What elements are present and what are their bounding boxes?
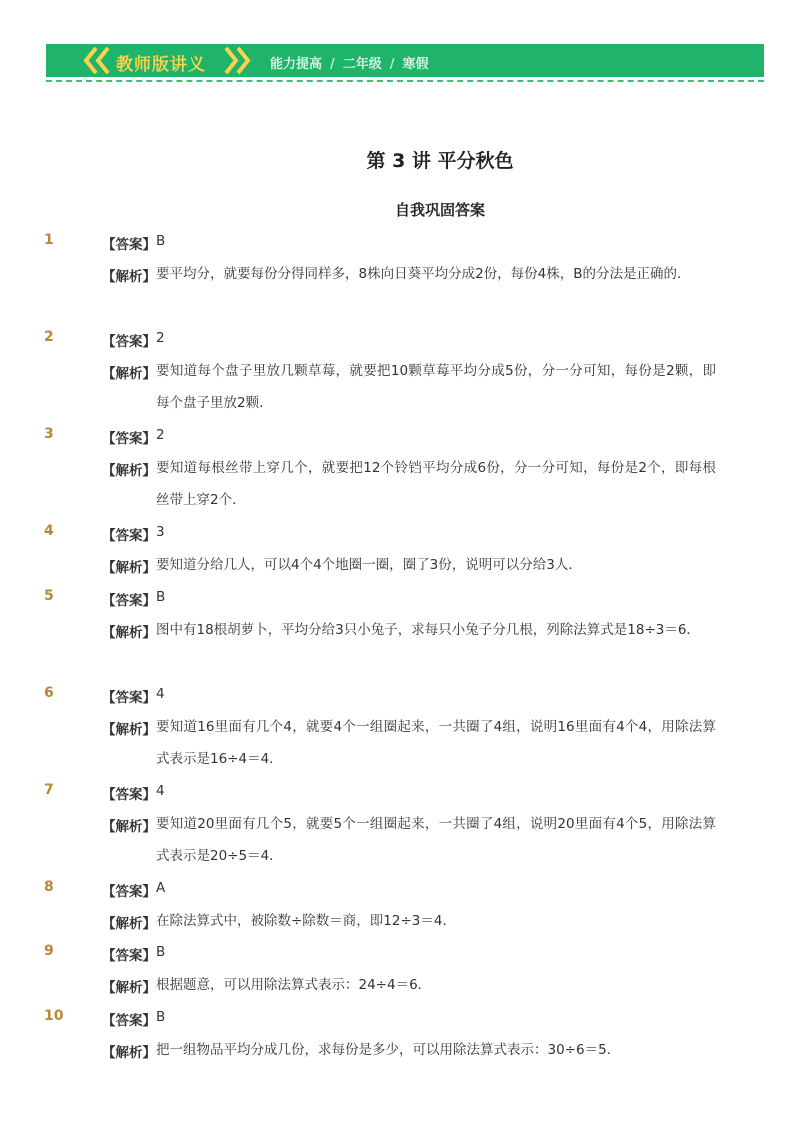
analysis-label: 【解析】	[102, 269, 156, 285]
answer-value: B	[156, 1009, 166, 1025]
answer-label: 【答案】	[102, 690, 156, 706]
header-banner	[46, 44, 764, 77]
analysis-text: 要知道分给几人，可以4个4个地圈一圈，圈了3份，说明可以分给3人．	[156, 557, 582, 573]
question-number: 3	[44, 426, 54, 442]
answer-label: 【答案】	[102, 431, 156, 447]
section-subtitle: 自我巩固答案	[394, 201, 485, 219]
answer-value: 2	[156, 330, 165, 346]
question-number: 1	[44, 232, 54, 248]
analysis-label: 【解析】	[102, 560, 156, 576]
answer-label: 【答案】	[102, 334, 156, 350]
analysis-label: 【解析】	[102, 1045, 156, 1061]
answer-label: 【答案】	[102, 884, 156, 900]
answer-label: 【答案】	[102, 593, 156, 609]
analysis-text: 图中有18根胡萝卜，平均分给3只小兔子，求每只小兔子分几根，列除法算式是18÷3＝6．	[156, 622, 700, 638]
analysis-label: 【解析】	[102, 722, 156, 738]
question-number: 2	[44, 329, 54, 345]
answer-value: 2	[156, 427, 165, 443]
analysis-text: 要平均分，就要每份分得同样多，8株向日葵平均分成2份，每份4株，B的分法是正确的．	[156, 266, 691, 282]
analysis-label: 【解析】	[102, 819, 156, 835]
analysis-text: 要知道20里面有几个5，就要5个一组圈起来，一共圈了4组，说明20里面有4个5，用除法算式表示是20÷5＝4．	[156, 816, 716, 864]
answer-value: B	[156, 233, 166, 249]
answer-value: 3	[156, 524, 165, 540]
question-number: 5	[44, 588, 54, 604]
breadcrumb-separator: /	[330, 57, 335, 72]
question-number: 8	[44, 879, 54, 895]
analysis-label: 【解析】	[102, 463, 156, 479]
breadcrumb	[270, 53, 429, 72]
answer-value: 4	[156, 783, 165, 799]
analysis-label: 【解析】	[102, 916, 156, 932]
breadcrumb-item: 能力提高	[270, 57, 323, 72]
answer-label: 【答案】	[102, 237, 156, 253]
teacher-edition-badge: 教师版讲义	[116, 55, 206, 75]
analysis-text: 要知道16里面有几个4，就要4个一组圈起来，一共圈了4组，说明16里面有4个4，用除法算式表示是16÷4＝4．	[156, 719, 716, 767]
analysis-text: 要知道每根丝带上穿几个，就要把12个铃铛平均分成6份，分一分可知，每份是2个，即每根丝带上穿2个．	[156, 460, 716, 508]
answer-value: B	[156, 589, 166, 605]
analysis-text: 要知道每个盘子里放几颗草莓，就要把10颗草莓平均分成5份，分一分可知，每份是2颗，即每个盘子里放2颗．	[156, 363, 716, 411]
answer-label: 【答案】	[102, 787, 156, 803]
question-number: 10	[44, 1008, 64, 1024]
answer-value: B	[156, 944, 166, 960]
breadcrumb-item: 二年级	[342, 57, 382, 72]
analysis-text: 根据题意，可以用除法算式表示：24÷4＝6．	[156, 977, 432, 993]
header-divider	[46, 80, 764, 82]
answer-value: 4	[156, 686, 165, 702]
answer-label: 【答案】	[102, 948, 156, 964]
question-number: 6	[44, 685, 54, 701]
answer-label: 【答案】	[102, 528, 156, 544]
double-chevron-right-icon	[222, 44, 252, 77]
analysis-label: 【解析】	[102, 625, 156, 641]
analysis-label: 【解析】	[102, 980, 156, 996]
answer-value: A	[156, 880, 166, 896]
page-title: 第 3 讲 平分秋色	[366, 150, 514, 172]
answer-label: 【答案】	[102, 1013, 156, 1029]
analysis-label: 【解析】	[102, 366, 156, 382]
analysis-text: 把一组物品平均分成几份，求每份是多少，可以用除法算式表示：30÷6＝5．	[156, 1042, 621, 1058]
analysis-text: 在除法算式中，被除数÷除数＝商，即12÷3＝4．	[156, 913, 456, 929]
question-number: 7	[44, 782, 54, 798]
double-chevron-left-icon	[82, 44, 112, 77]
question-number: 9	[44, 943, 54, 959]
breadcrumb-item: 寒假	[402, 57, 429, 72]
question-number: 4	[44, 523, 54, 539]
breadcrumb-separator: /	[389, 57, 395, 72]
